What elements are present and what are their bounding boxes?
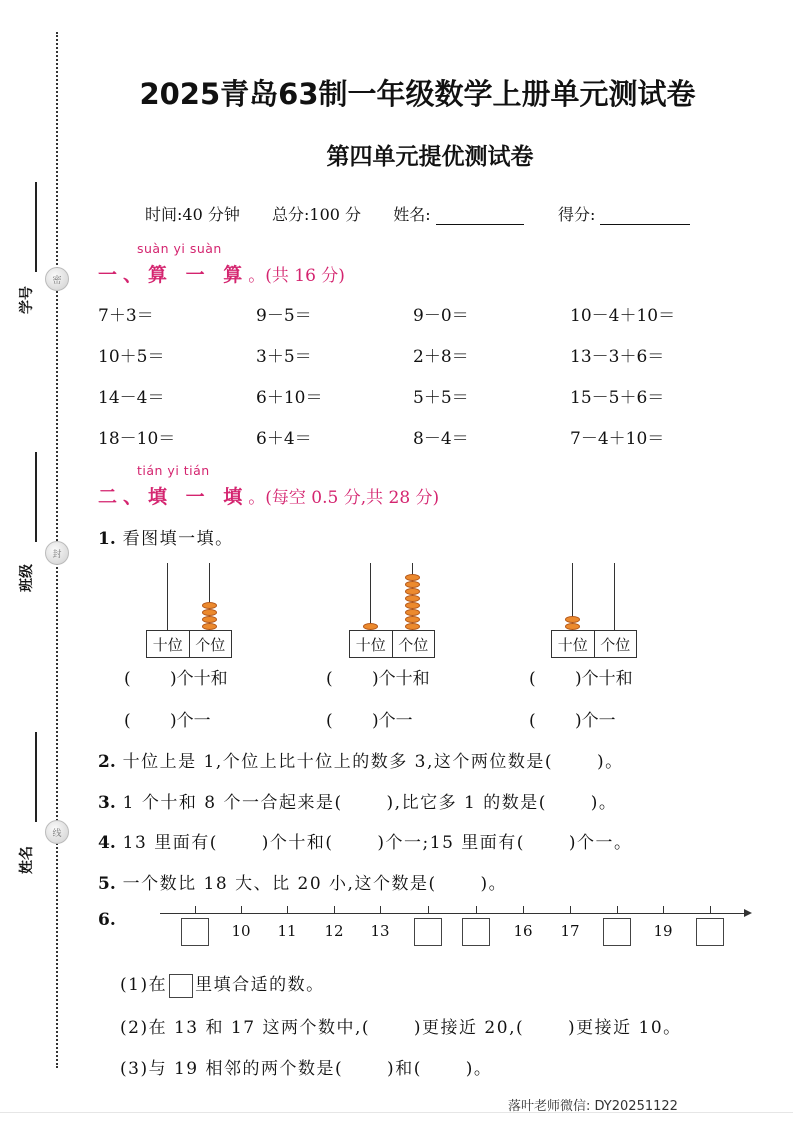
tick-mark (617, 906, 618, 913)
calc-item: 5＋5＝ (413, 388, 469, 408)
calc-item: 6＋4＝ (256, 429, 312, 449)
calc-item: 9－0＝ (413, 306, 469, 326)
number-line-answer-box[interactable] (603, 918, 631, 946)
name-margin-label: 姓名 (19, 846, 35, 874)
number-line-answer-box[interactable] (181, 918, 209, 946)
calc-item: 3＋5＝ (256, 347, 312, 367)
number-line-label: 16 (513, 922, 533, 940)
student-id-rule (35, 182, 37, 272)
section1-note: 。(共 16 分) (248, 266, 345, 286)
calc-item: 10－4＋10＝ (570, 306, 676, 326)
class-rule (35, 452, 37, 542)
bead (405, 588, 420, 595)
bead (565, 623, 580, 630)
number-line-label: 10 (231, 922, 251, 940)
abacus-3-ones-blank[interactable]: ( )个一 (529, 711, 616, 731)
section2-note: 。(每空 0.5 分,共 28 分) (248, 488, 440, 508)
number-line-label: 17 (560, 922, 580, 940)
tick-mark (428, 906, 429, 913)
score-label: 得分: (557, 205, 596, 224)
place-value-box (349, 630, 435, 658)
bead (565, 616, 580, 623)
abacus-2-tens-blank[interactable]: ( )个十和 (326, 669, 430, 689)
question-4[interactable]: 4. 13 里面有( )个十和( )个一;15 里面有( )个一。 (98, 833, 633, 853)
tick-mark (663, 906, 664, 913)
tens-rod (370, 563, 371, 630)
section2-header (98, 482, 439, 509)
question-5[interactable]: 5. 一个数比 18 大、比 20 小,这个数是( )。 (98, 874, 508, 894)
ones-label: 个位 (392, 631, 435, 657)
bead (405, 623, 420, 630)
abacus-2-ones-blank[interactable]: ( )个一 (326, 711, 413, 731)
seal-icon: 密 (45, 267, 69, 291)
number-line-axis (160, 913, 748, 914)
name-field[interactable] (436, 208, 524, 225)
seal-icon: 线 (45, 820, 69, 844)
section1-header (98, 260, 345, 287)
abacus-2 (349, 563, 435, 663)
bead (202, 623, 217, 630)
seal-icon: 封 (45, 541, 69, 565)
tens-label: 十位 (355, 635, 386, 654)
abacus-3-tens-blank[interactable]: ( )个十和 (529, 669, 633, 689)
page-title: 2025青岛63制一年级数学上册单元测试卷 (139, 77, 696, 111)
bead (405, 616, 420, 623)
bead (202, 609, 217, 616)
section2-title: 二、填 一 填 (98, 486, 249, 508)
tens-rod (167, 563, 168, 630)
tick-mark (570, 906, 571, 913)
tick-mark (523, 906, 524, 913)
place-value-box (551, 630, 637, 658)
total-score-label: 总分:100 分 (272, 205, 362, 224)
number-line-label: 12 (324, 922, 344, 940)
number-line-answer-box[interactable] (696, 918, 724, 946)
section2-pinyin: tián yi tián (137, 463, 210, 478)
arrow-right-icon (744, 909, 752, 917)
number-line-answer-box[interactable] (414, 918, 442, 946)
tick-mark (287, 906, 288, 913)
calc-item: 8－4＝ (413, 429, 469, 449)
bead (405, 574, 420, 581)
question-6-part-2[interactable]: (2)在 13 和 17 这两个数中,( )更接近 20,( )更接近 10。 (120, 1018, 682, 1038)
abacus-3 (551, 563, 637, 663)
question-6-number: 6. (98, 910, 116, 930)
ones-rod (614, 563, 615, 630)
tens-label: 十位 (557, 635, 588, 654)
time-label: 时间:40 分钟 (145, 205, 240, 224)
calc-item: 7＋3＝ (98, 306, 154, 326)
question-3[interactable]: 3. 1 个十和 8 个一合起来是( ),比它多 1 的数是( )。 (98, 793, 618, 813)
place-value-box (146, 630, 232, 658)
abacus-1-tens-blank[interactable]: ( )个十和 (124, 669, 228, 689)
number-line-label: 13 (370, 922, 390, 940)
tens-label: 十位 (152, 635, 183, 654)
number-line-answer-box[interactable] (462, 918, 490, 946)
question-1: 1. 看图填一填。 (98, 529, 234, 549)
exam-meta (145, 202, 690, 225)
bead (405, 602, 420, 609)
tick-mark (241, 906, 242, 913)
number-line-label: 19 (653, 922, 673, 940)
abacus-1 (146, 563, 232, 663)
number-line-label: 11 (277, 922, 297, 940)
tick-mark (380, 906, 381, 913)
class-label: 班级 (19, 564, 35, 592)
calc-item: 15－5＋6＝ (570, 388, 665, 408)
question-6-part-1: (1)在 里填合适的数。 (120, 970, 325, 998)
bead (405, 609, 420, 616)
tick-mark (476, 906, 477, 913)
abacus-1-ones-blank[interactable]: ( )个一 (124, 711, 211, 731)
tick-mark (195, 906, 196, 913)
footer-watermark: 落叶老师微信: DY20251122 (508, 1099, 678, 1114)
bead (363, 623, 378, 630)
calc-item: 6＋10＝ (256, 388, 323, 408)
question-2[interactable]: 2. 十位上是 1,个位上比十位上的数多 3,这个两位数是( )。 (98, 752, 624, 772)
bead (405, 581, 420, 588)
tick-mark (710, 906, 711, 913)
name-rule (35, 732, 37, 822)
question-6-part-3[interactable]: (3)与 19 相邻的两个数是( )和( )。 (120, 1059, 493, 1079)
bead (202, 616, 217, 623)
page-subtitle: 第四单元提优测试卷 (326, 143, 534, 170)
calc-item: 18－10＝ (98, 429, 176, 449)
example-box-icon (169, 974, 193, 998)
calc-item: 13－3＋6＝ (570, 347, 665, 367)
calc-item: 7－4＋10＝ (570, 429, 665, 449)
calc-item: 10＋5＝ (98, 347, 165, 367)
footer-divider (0, 1112, 793, 1113)
section1-pinyin: suàn yi suàn (137, 241, 222, 256)
ones-label: 个位 (189, 631, 232, 657)
calc-item: 9－5＝ (256, 306, 312, 326)
section1-title: 一、算 一 算 (98, 264, 249, 286)
score-field[interactable] (600, 208, 690, 225)
name-label: 姓名: (393, 205, 431, 224)
calc-item: 2＋8＝ (413, 347, 469, 367)
tick-mark (334, 906, 335, 913)
ones-label: 个位 (594, 631, 637, 657)
student-id-label: 学号 (19, 286, 35, 314)
bead (405, 595, 420, 602)
bead (202, 602, 217, 609)
calc-item: 14－4＝ (98, 388, 165, 408)
